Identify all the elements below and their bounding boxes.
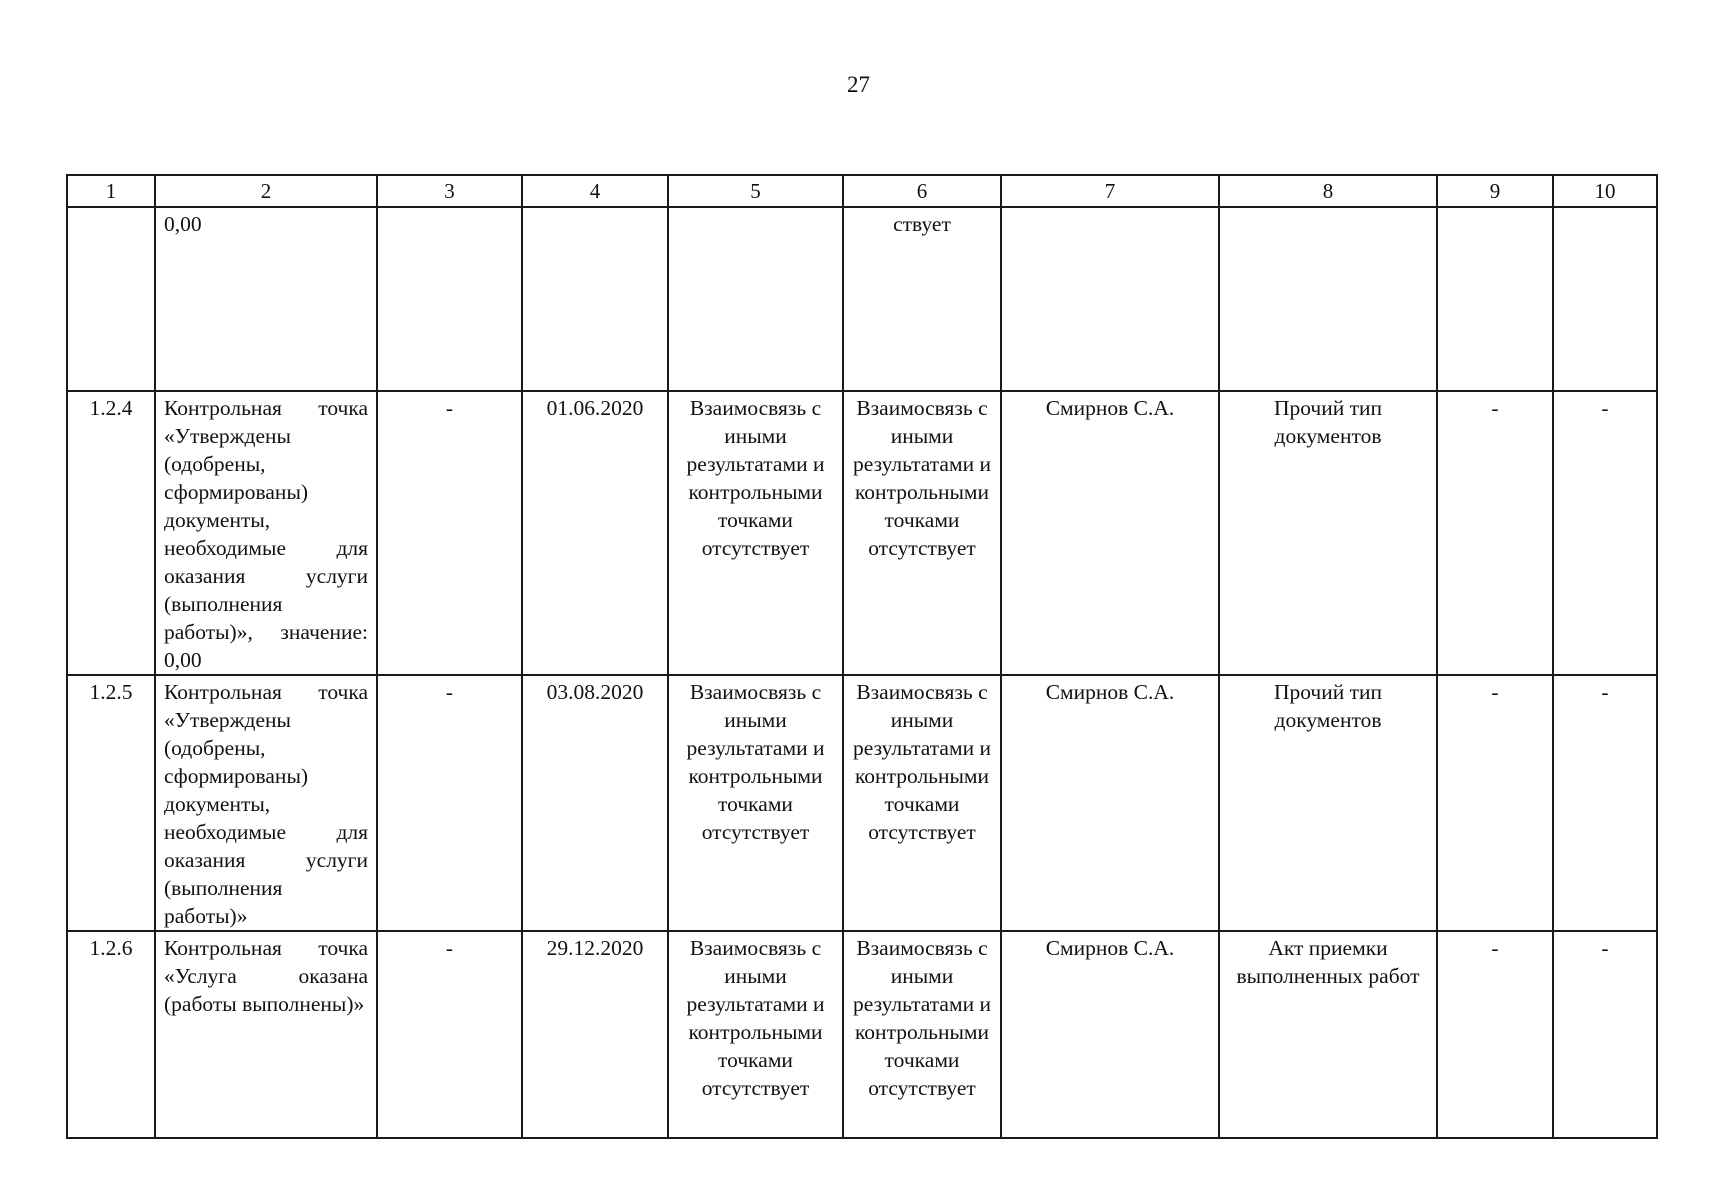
cell-description: Контрольная точка «Утверждены (одобрены, сформированы) документы, необходимые для оказания услуги (выполнения работы)» bbox=[155, 675, 377, 931]
table-row bbox=[67, 207, 1657, 391]
column-header: 9 bbox=[1437, 175, 1553, 207]
cell-col3: - bbox=[377, 931, 522, 1138]
cell-description: Контрольная точка «Услуга оказана (работы выполнены)» bbox=[155, 931, 377, 1138]
cell-col10: - bbox=[1553, 931, 1657, 1138]
cell-relation-2: Взаимосвязь с иными результатами и контрольными точками отсутствует bbox=[843, 391, 1001, 675]
column-header: 8 bbox=[1219, 175, 1437, 207]
cell-description: Контрольная точка «Утверждены (одобрены, сформированы) документы, необходимые для оказания услуги (выполнения работы)», значение: 0,00 bbox=[155, 391, 377, 675]
header-row bbox=[67, 175, 1657, 207]
cell-col10: - bbox=[1553, 675, 1657, 931]
cell-date: 01.06.2020 bbox=[522, 391, 668, 675]
cell-description: 0,00 bbox=[155, 207, 377, 391]
column-header: 2 bbox=[155, 175, 377, 207]
cell-number: 1.2.4 bbox=[67, 391, 155, 675]
table-row bbox=[67, 391, 1657, 675]
cell-relation-2: Взаимосвязь с иными результатами и контрольными точками отсутствует bbox=[843, 931, 1001, 1138]
cell-empty bbox=[377, 207, 522, 391]
cell-relation-1: Взаимосвязь с иными результатами и контрольными точками отсутствует bbox=[668, 391, 843, 675]
cell-relation-1: Взаимосвязь с иными результатами и контрольными точками отсутствует bbox=[668, 675, 843, 931]
cell-empty bbox=[522, 207, 668, 391]
cell-responsible: Смирнов С.А. bbox=[1001, 675, 1219, 931]
cell-relation-2: ствует bbox=[843, 207, 1001, 391]
cell-empty bbox=[1437, 207, 1553, 391]
cell-empty bbox=[1001, 207, 1219, 391]
cell-date: 29.12.2020 bbox=[522, 931, 668, 1138]
cell-number bbox=[67, 207, 155, 391]
cell-empty bbox=[1219, 207, 1437, 391]
cell-document-type: Прочий тип документов bbox=[1219, 391, 1437, 675]
column-header: 10 bbox=[1553, 175, 1657, 207]
cell-responsible: Смирнов С.А. bbox=[1001, 931, 1219, 1138]
cell-document-type: Прочий тип документов bbox=[1219, 675, 1437, 931]
cell-relation-2: Взаимосвязь с иными результатами и контрольными точками отсутствует bbox=[843, 675, 1001, 931]
column-header: 5 bbox=[668, 175, 843, 207]
cell-empty bbox=[668, 207, 843, 391]
column-header: 6 bbox=[843, 175, 1001, 207]
cell-empty bbox=[1553, 207, 1657, 391]
cell-responsible: Смирнов С.А. bbox=[1001, 391, 1219, 675]
control-points-table bbox=[66, 174, 1658, 1139]
column-header: 1 bbox=[67, 175, 155, 207]
cell-number: 1.2.6 bbox=[67, 931, 155, 1138]
cell-col10: - bbox=[1553, 391, 1657, 675]
cell-relation-1: Взаимосвязь с иными результатами и контрольными точками отсутствует bbox=[668, 931, 843, 1138]
cell-col9: - bbox=[1437, 391, 1553, 675]
cell-col3: - bbox=[377, 391, 522, 675]
column-header: 3 bbox=[377, 175, 522, 207]
cell-document-type: Акт приемки выполненных работ bbox=[1219, 931, 1437, 1138]
cell-date: 03.08.2020 bbox=[522, 675, 668, 931]
column-header: 7 bbox=[1001, 175, 1219, 207]
column-header: 4 bbox=[522, 175, 668, 207]
cell-col9: - bbox=[1437, 931, 1553, 1138]
cell-col3: - bbox=[377, 675, 522, 931]
table-row bbox=[67, 675, 1657, 931]
cell-number: 1.2.5 bbox=[67, 675, 155, 931]
page-number: 27 bbox=[847, 72, 870, 97]
table-row bbox=[67, 931, 1657, 1138]
cell-col9: - bbox=[1437, 675, 1553, 931]
